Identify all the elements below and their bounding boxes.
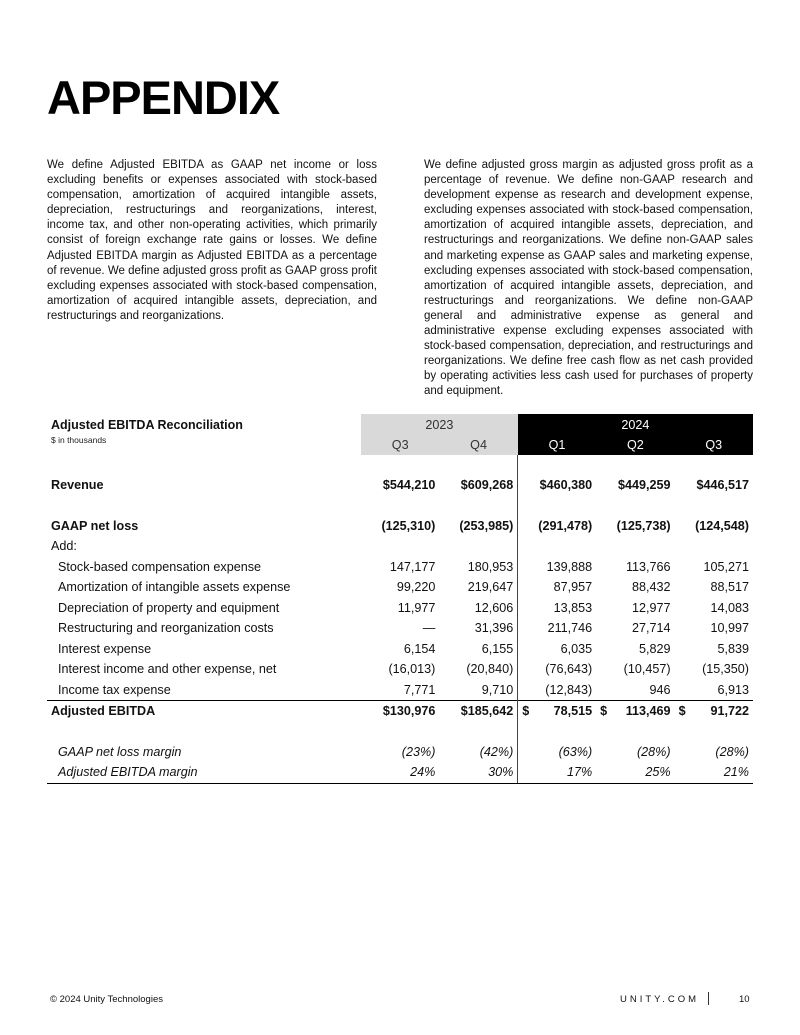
table-row-ebitda-margin bbox=[47, 762, 753, 783]
table-cell: (124,548) bbox=[695, 518, 749, 533]
table-cell: (23%) bbox=[401, 744, 436, 759]
table-cell: 27,714 bbox=[632, 621, 671, 636]
table-cell: 88,517 bbox=[710, 580, 749, 595]
table-row bbox=[47, 577, 753, 598]
row-label: Income tax expense bbox=[58, 682, 171, 697]
quarter-header: Q4 bbox=[439, 435, 517, 455]
table-cell: (253,985) bbox=[459, 518, 514, 533]
row-label: Revenue bbox=[51, 478, 104, 493]
table-cell: 25% bbox=[596, 762, 674, 783]
table-quarter-header-row bbox=[47, 435, 753, 455]
table-cell: (125,310) bbox=[381, 518, 436, 533]
table-cell: (10,457) bbox=[623, 662, 671, 677]
table-row-net-loss-margin bbox=[47, 742, 753, 763]
quarter-header: Q3 bbox=[361, 435, 439, 455]
table-cell: $446,517 bbox=[696, 478, 749, 493]
page-number: 10 bbox=[739, 994, 750, 1005]
table-cell: 180,953 bbox=[467, 559, 514, 574]
row-label: Amortization of intangible assets expense bbox=[58, 580, 291, 595]
table-units-note: $ in thousands bbox=[51, 435, 107, 445]
table-cell: 6,913 bbox=[717, 682, 749, 697]
table-cell: (28%) bbox=[636, 744, 671, 759]
row-label: Interest income and other expense, net bbox=[58, 662, 277, 677]
table-year-header-row bbox=[47, 414, 753, 435]
table-row bbox=[47, 618, 753, 639]
table-cell: 12,606 bbox=[474, 600, 514, 615]
table-cell: 946 bbox=[649, 682, 671, 697]
table-cell: 113,766 bbox=[625, 559, 671, 574]
table-cell: 9,710 bbox=[481, 682, 514, 697]
table-cell: 12,977 bbox=[632, 600, 671, 615]
table-cell: 211,746 bbox=[518, 618, 596, 639]
table-cell bbox=[596, 701, 674, 722]
year-header-2023: 2023 bbox=[361, 414, 518, 435]
quarter-header: Q1 bbox=[518, 435, 596, 455]
table-row-revenue bbox=[47, 475, 753, 496]
table-cell: (42%) bbox=[479, 744, 514, 759]
table-cell: 21% bbox=[675, 762, 753, 783]
table-cell: (76,643) bbox=[518, 659, 596, 680]
currency-symbol: $ bbox=[678, 704, 686, 719]
table-cell: 5,829 bbox=[639, 641, 671, 656]
table-row-adjusted-ebitda bbox=[47, 701, 753, 722]
table-cell: 219,647 bbox=[467, 580, 514, 595]
table-cell: (125,738) bbox=[616, 518, 671, 533]
table-cell: 139,888 bbox=[518, 557, 596, 578]
row-label: Adjusted EBITDA margin bbox=[47, 762, 361, 783]
quarter-header: Q2 bbox=[596, 435, 674, 455]
table-row-net-loss bbox=[47, 516, 753, 537]
row-label: GAAP net loss bbox=[51, 518, 139, 533]
table-cell: 6,035 bbox=[518, 639, 596, 660]
table-cell: 31,396 bbox=[474, 621, 514, 636]
table-cell: — bbox=[422, 621, 436, 636]
cell-value: 113,469 bbox=[625, 704, 671, 719]
table-cell: 105,271 bbox=[703, 559, 749, 574]
intro-text-left: We define Adjusted EBITDA as GAAP net income or loss excluding benefits or expenses associated with stock-based compensation, amortization of acquired intangible assets, depreciation, restructurings and reorganizations, interest, income tax, and other non-operating activities, which primarily consist of foreign exchange rate gains or losses. We define Adjusted EBITDA margin as Adjusted EBITDA as a percentage of revenue. We define adjusted gross profit as GAAP gross profit excluding expenses associated with stock-based compensation, amortization of acquired intangible assets, depreciation, and restructurings and reorganizations. bbox=[47, 159, 377, 322]
table-cell: (291,478) bbox=[518, 516, 596, 537]
table-row bbox=[47, 680, 753, 701]
table-cell: (20,840) bbox=[466, 662, 514, 677]
footer-divider bbox=[708, 992, 709, 1005]
row-label: Stock-based compensation expense bbox=[58, 559, 262, 574]
row-label: Interest expense bbox=[58, 641, 152, 656]
table-cell: 147,177 bbox=[389, 559, 436, 574]
table-cell: (16,013) bbox=[388, 662, 436, 677]
table-row bbox=[47, 557, 753, 578]
currency-symbol: $ bbox=[600, 704, 608, 719]
table-cell: $185,642 bbox=[439, 701, 517, 722]
table-cell: $449,259 bbox=[618, 478, 671, 493]
row-label: Depreciation of property and equipment bbox=[58, 600, 280, 615]
table-row-add bbox=[47, 536, 753, 557]
row-label: Adjusted EBITDA bbox=[47, 701, 361, 722]
table-cell: (12,843) bbox=[518, 680, 596, 701]
table-cell: $460,380 bbox=[518, 475, 596, 496]
table-cell: 11,977 bbox=[397, 600, 436, 615]
table-cell: 6,155 bbox=[481, 641, 514, 656]
table-cell: 5,839 bbox=[717, 641, 749, 656]
table-cell: (63%) bbox=[518, 742, 596, 763]
footer-site-link[interactable]: UNITY.COM bbox=[620, 994, 700, 1005]
table-cell: 24% bbox=[361, 762, 439, 783]
row-label: Add: bbox=[51, 539, 77, 554]
cell-value: 78,515 bbox=[553, 704, 593, 719]
quarter-header: Q3 bbox=[675, 435, 753, 455]
table-cell: 10,997 bbox=[710, 621, 749, 636]
currency-symbol: $ bbox=[522, 704, 530, 719]
table-row bbox=[47, 639, 753, 660]
adjusted-ebitda-reconciliation-table bbox=[47, 414, 753, 784]
table-cell: $544,210 bbox=[382, 478, 436, 493]
row-label: Restructuring and reorganization costs bbox=[58, 621, 274, 636]
table-cell bbox=[675, 701, 753, 722]
table-cell: 88,432 bbox=[632, 580, 671, 595]
table-cell: (28%) bbox=[715, 744, 749, 759]
table-cell: $130,976 bbox=[361, 701, 439, 722]
table-cell: 7,771 bbox=[403, 682, 436, 697]
table-cell: (15,350) bbox=[702, 662, 749, 677]
table-cell: 13,853 bbox=[518, 598, 596, 619]
table-cell bbox=[518, 701, 596, 722]
table-row bbox=[47, 659, 753, 680]
table-title: Adjusted EBITDA Reconciliation bbox=[51, 417, 243, 432]
table-cell: 87,957 bbox=[518, 577, 596, 598]
table-cell: 14,083 bbox=[710, 600, 749, 615]
table-cell: 6,154 bbox=[403, 641, 436, 656]
footer-copyright: © 2024 Unity Technologies bbox=[50, 994, 163, 1005]
table-cell: 99,220 bbox=[396, 580, 436, 595]
row-label: GAAP net loss margin bbox=[58, 744, 182, 759]
intro-text-right: We define adjusted gross margin as adjusted gross profit as a percentage of revenue. We define non-GAAP research and development expense as research and development expense, excluding expenses associated with stock-based compensation, amortization of acquired intangible assets, depreciation, and restructurings and reorganizations. We define non-GAAP sales and marketing expense as GAAP sales and marketing expense, excluding expenses associated with stock-based compensation, amortization of acquired intangible assets, depreciation, and restructurings and reorganizations. We define non-GAAP general and administrative expense as general and administrative expense excluding expenses associated with stock-based compensation, depreciation, and restructurings and reorganizations. We define free cash flow as net cash provided by operating activities less cash used for purchases of property and equipment. bbox=[424, 159, 753, 398]
table-cell: $609,268 bbox=[460, 478, 514, 493]
page-title: APPENDIX bbox=[47, 71, 280, 124]
year-header-2024: 2024 bbox=[518, 414, 753, 435]
table-row bbox=[47, 598, 753, 619]
table-cell: 17% bbox=[518, 762, 596, 783]
cell-value: 91,722 bbox=[710, 704, 749, 719]
table-cell: 30% bbox=[439, 762, 517, 783]
